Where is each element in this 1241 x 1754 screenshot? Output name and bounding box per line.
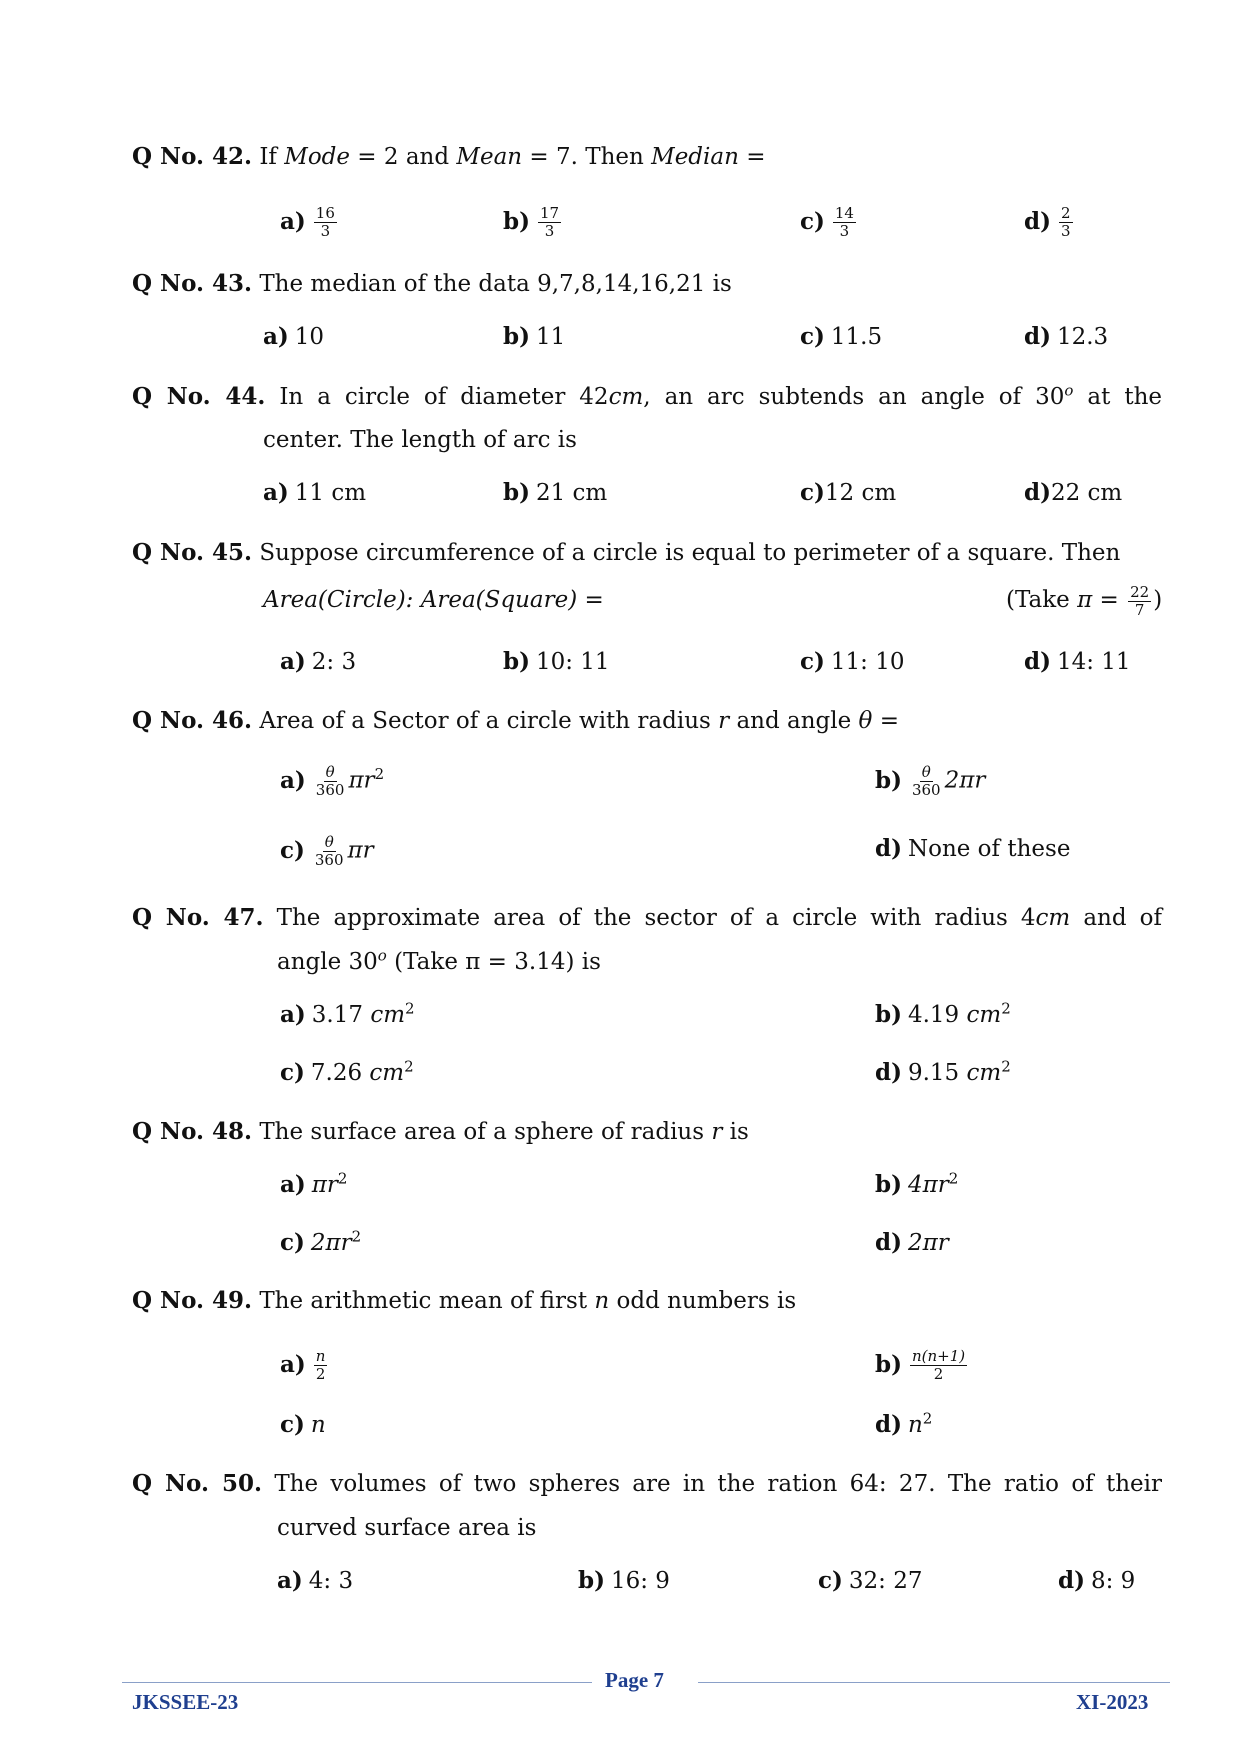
fraction: [314, 1348, 328, 1383]
degree-mark: o: [1064, 381, 1074, 400]
option-text: 11: 10: [830, 649, 905, 675]
math-r: r: [718, 708, 730, 734]
question-44: [132, 375, 1162, 419]
denominator: 360: [911, 781, 941, 799]
numerator: θ: [921, 763, 931, 781]
option-label: b): [503, 479, 530, 506]
math-expression: n: [907, 1412, 923, 1438]
fraction: [910, 764, 943, 799]
option-text: 2: 3: [311, 649, 357, 675]
question-44-continued: center. The length of arc is: [263, 427, 577, 453]
option-c[interactable]: [280, 1058, 414, 1088]
option-label: d): [1024, 207, 1051, 235]
denominator: 3: [1060, 222, 1071, 240]
option-label: d): [1024, 479, 1051, 506]
option-c[interactable]: [800, 205, 858, 240]
option-label: d): [1058, 1567, 1085, 1594]
math-expression: 2πr: [310, 1230, 352, 1256]
option-c[interactable]: [800, 647, 904, 677]
question-text: and angle: [729, 708, 859, 734]
option-label: c): [800, 207, 825, 235]
question-number: Q No. 43.: [132, 270, 253, 297]
question-number: Q No. 45.: [132, 539, 253, 566]
option-label: c): [280, 1059, 305, 1086]
math-expression: πr: [348, 767, 375, 794]
question-text: = 7. Then: [522, 144, 652, 170]
option-value: 9.15: [907, 1060, 967, 1086]
question-45-continued: Area(Circle): Area(Square) =: [263, 587, 604, 613]
math-unit: cm: [608, 384, 644, 410]
option-b[interactable]: [875, 1170, 958, 1200]
question-number: Q No. 47.: [132, 904, 264, 931]
question-text: and of: [1070, 905, 1162, 931]
fraction: [1128, 584, 1151, 619]
option-label: a): [280, 207, 306, 235]
math-mode: Mode: [284, 144, 350, 170]
option-a[interactable]: [280, 764, 384, 799]
exponent: 2: [374, 764, 385, 783]
question-text: is: [722, 1119, 749, 1145]
exponent: 2: [405, 999, 415, 1018]
option-b[interactable]: [503, 647, 610, 677]
option-label: c): [280, 1229, 305, 1256]
note-text: =: [1092, 587, 1127, 613]
option-label: d): [875, 1059, 902, 1086]
question-number: Q No. 49.: [132, 1287, 253, 1314]
option-c[interactable]: [800, 322, 882, 352]
fraction: [1059, 205, 1073, 240]
question-number: Q No. 48.: [132, 1118, 253, 1145]
exponent: 2: [351, 1227, 362, 1246]
exponent: 2: [1001, 1057, 1011, 1076]
option-text: 21 cm: [535, 480, 608, 506]
option-label: c): [800, 323, 825, 350]
question-text: Area of a Sector of a circle with radius: [252, 708, 719, 734]
option-b[interactable]: [875, 1348, 969, 1383]
option-a[interactable]: [263, 322, 324, 352]
option-label: b): [875, 766, 902, 794]
exponent: 2: [404, 1057, 414, 1076]
option-unit: cm: [966, 1060, 1002, 1086]
option-a[interactable]: [280, 205, 339, 240]
fraction: [910, 1348, 967, 1383]
page-number: Page 7: [605, 1668, 664, 1692]
denominator: 2: [315, 1365, 326, 1383]
footer-rule-left: [122, 1682, 592, 1683]
option-b[interactable]: [578, 1566, 670, 1596]
denominator: 3: [544, 222, 555, 240]
question-text: The surface area of a sphere of radius: [252, 1119, 712, 1145]
fraction: [314, 205, 337, 240]
option-label: a): [280, 648, 306, 675]
option-a[interactable]: [280, 1170, 347, 1200]
option-b[interactable]: [503, 478, 607, 508]
option-label: a): [280, 1171, 306, 1198]
denominator: 7: [1134, 600, 1145, 619]
math-theta: θ: [858, 708, 873, 734]
option-label: d): [1024, 323, 1051, 350]
question-48: [132, 1110, 1162, 1154]
footer-exam-code: JKSSEE-23: [132, 1690, 239, 1714]
fraction: [538, 205, 561, 240]
question-number: Q No. 46.: [132, 707, 253, 734]
question-text: The volumes of two spheres are in the ration 64: 27. The ratio of their: [262, 1471, 1163, 1497]
option-a[interactable]: [280, 647, 356, 677]
option-label: b): [875, 1171, 902, 1198]
denominator: 360: [315, 781, 345, 799]
option-d[interactable]: [875, 1410, 932, 1440]
question-text: = 2 and: [350, 144, 457, 170]
option-label: c): [280, 836, 305, 864]
option-c[interactable]: [818, 1566, 922, 1596]
exponent: 2: [922, 1409, 933, 1428]
question-text: The median of the data 9,7,8,14,16,21 is: [252, 271, 732, 297]
option-b[interactable]: [503, 205, 563, 240]
exponent: 2: [1001, 999, 1011, 1018]
exponent: 2: [337, 1169, 348, 1188]
fraction: [314, 764, 347, 799]
question-47: [132, 896, 1162, 940]
question-number: Q No. 44.: [132, 383, 266, 410]
question-text: In a circle of diameter 42: [265, 384, 609, 410]
question-text: The approximate area of the sector of a circle with radius 4: [263, 905, 1036, 931]
option-label: c): [818, 1567, 843, 1594]
option-label: a): [280, 766, 306, 794]
numerator: 17: [539, 204, 560, 222]
question-number: Q No. 50.: [132, 1470, 263, 1497]
option-d[interactable]: [875, 834, 1070, 864]
question-text: odd numbers is: [609, 1288, 797, 1314]
numerator: θ: [324, 833, 334, 851]
option-label: b): [875, 1350, 902, 1378]
option-label: d): [1024, 648, 1051, 675]
question-text: (Take π = 3.14) is: [386, 949, 601, 975]
option-a[interactable]: [277, 1566, 353, 1596]
option-value: 4.19: [907, 1002, 967, 1028]
denominator: 360: [314, 851, 344, 869]
question-text: at the: [1073, 384, 1163, 410]
numerator: n: [315, 1347, 326, 1365]
question-text: =: [872, 708, 899, 734]
option-label: c): [800, 479, 825, 506]
question-47-continued: [277, 940, 601, 984]
option-text: 32: 27: [848, 1568, 923, 1594]
option-text: 16: 9: [610, 1568, 670, 1594]
option-label: b): [578, 1567, 605, 1594]
option-text: 10: [294, 324, 325, 350]
option-a[interactable]: [263, 478, 366, 508]
math-expression: 2πr: [944, 767, 986, 794]
option-label: d): [875, 835, 902, 862]
math-n: n: [594, 1288, 610, 1314]
option-unit: cm: [370, 1002, 406, 1028]
question-text: , an arc subtends an angle of 30: [643, 384, 1065, 410]
question-50-continued: curved surface area is: [277, 1515, 537, 1541]
option-c[interactable]: [280, 1228, 361, 1258]
option-c[interactable]: [280, 834, 374, 869]
option-c[interactable]: [280, 1410, 326, 1440]
option-label: a): [280, 1001, 306, 1028]
denominator: 2: [933, 1365, 944, 1383]
option-text: 11.5: [830, 324, 883, 350]
option-unit: cm: [966, 1002, 1002, 1028]
question-text: =: [738, 144, 766, 170]
math-expression: 4πr: [907, 1172, 949, 1198]
math-expression: πr: [311, 1172, 338, 1198]
option-label: b): [503, 648, 530, 675]
option-label: b): [503, 323, 530, 350]
pi-symbol: π: [1077, 587, 1093, 613]
option-value: 7.26: [310, 1060, 370, 1086]
option-label: a): [277, 1567, 303, 1594]
option-text: 11: [535, 324, 566, 350]
question-42: [132, 135, 1162, 179]
question-number: Q No. 42.: [132, 143, 253, 170]
question-46: [132, 699, 1162, 743]
option-unit: cm: [369, 1060, 405, 1086]
numerator: θ: [325, 763, 335, 781]
question-text: The arithmetic mean of first: [252, 1288, 595, 1314]
option-text: 14: 11: [1056, 649, 1131, 675]
numerator: 22: [1130, 582, 1150, 601]
option-text: 4: 3: [308, 1568, 354, 1594]
question-49: [132, 1279, 1162, 1323]
numerator: n(n+1): [911, 1347, 966, 1365]
option-text: 8: 9: [1090, 1568, 1136, 1594]
fraction: [313, 834, 346, 869]
option-label: c): [280, 1411, 305, 1438]
option-label: d): [875, 1411, 902, 1438]
math-unit: cm: [1035, 905, 1071, 931]
fraction: [833, 205, 856, 240]
option-d[interactable]: [875, 1058, 1011, 1088]
option-b[interactable]: [875, 764, 985, 799]
option-label: b): [503, 207, 530, 235]
option-label: c): [800, 648, 825, 675]
question-text: If: [252, 144, 285, 170]
option-text: 10: 11: [535, 649, 610, 675]
note-text: (Take: [1006, 587, 1078, 613]
option-d[interactable]: [1024, 478, 1122, 508]
option-label: b): [875, 1001, 902, 1028]
math-median: Median: [651, 144, 739, 170]
option-d[interactable]: [1024, 205, 1075, 240]
option-d[interactable]: [1024, 322, 1108, 352]
numerator: 2: [1060, 204, 1071, 222]
question-50: [132, 1462, 1162, 1506]
option-label: d): [875, 1229, 902, 1256]
option-label: a): [280, 1350, 306, 1378]
math-r: r: [711, 1119, 723, 1145]
denominator: 3: [320, 222, 331, 240]
option-text: 11 cm: [294, 480, 367, 506]
option-label: a): [263, 479, 289, 506]
footer-class-year: XI-2023: [1076, 1690, 1149, 1714]
math-mean: Mean: [456, 144, 523, 170]
option-b[interactable]: [503, 322, 565, 352]
pi-note: [1006, 578, 1162, 622]
option-text: None of these: [907, 836, 1071, 862]
question-45: [132, 531, 1162, 575]
option-d[interactable]: [1024, 647, 1131, 677]
option-text: 12.3: [1056, 324, 1109, 350]
exponent: 2: [948, 1169, 959, 1188]
question-43: [132, 262, 1162, 306]
numerator: 14: [834, 204, 854, 222]
numerator: 16: [315, 204, 335, 222]
option-a[interactable]: [280, 1348, 329, 1383]
note-text: ): [1153, 587, 1163, 613]
option-value: 3.17: [311, 1002, 371, 1028]
option-text: 22 cm: [1050, 480, 1123, 506]
math-expression: 2πr: [907, 1230, 949, 1256]
option-a[interactable]: [280, 1000, 415, 1030]
option-text: 12 cm: [824, 480, 897, 506]
option-d[interactable]: [1058, 1566, 1135, 1596]
degree-mark: o: [377, 946, 387, 965]
question-text: Suppose circumference of a circle is equal to perimeter of a square. Then: [252, 540, 1121, 566]
option-label: a): [263, 323, 289, 350]
denominator: 3: [839, 222, 850, 240]
question-text: angle 30: [277, 949, 378, 975]
option-b[interactable]: [875, 1000, 1011, 1030]
option-c[interactable]: [800, 478, 896, 508]
option-d[interactable]: [875, 1228, 949, 1258]
math-expression: πr: [347, 837, 374, 864]
footer-rule-right: [698, 1682, 1170, 1683]
math-expression: n: [310, 1412, 326, 1438]
